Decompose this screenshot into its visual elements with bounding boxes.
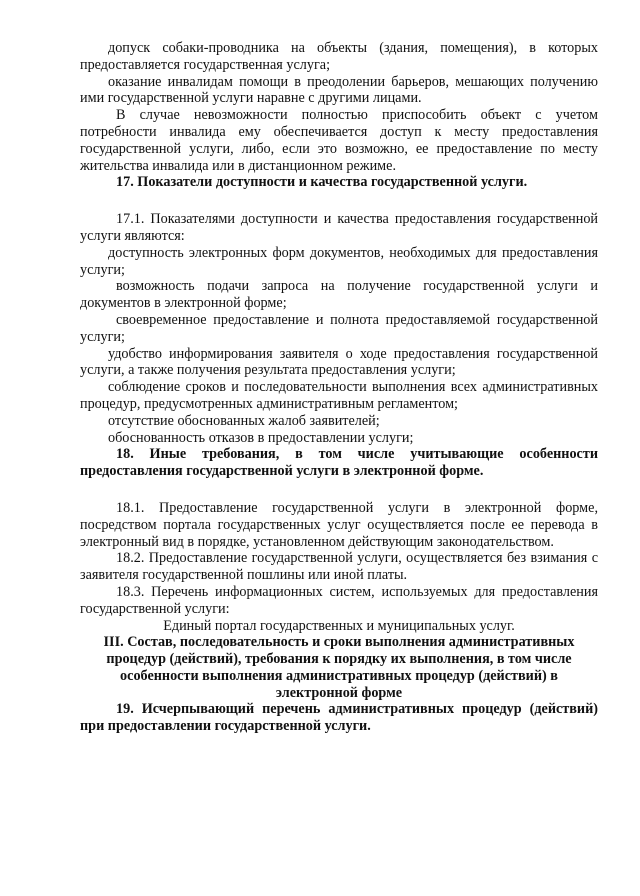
section-17-paragraph-6: соблюдение сроков и последовательности выполнения всех административных процедур, предусмотренных административным регламентом; [80,379,598,412]
section-19-heading: 19. Исчерпывающий перечень административных процедур (действий) при предоставлении государственной услуги. [80,701,598,735]
section-18-paragraph-3: 18.3. Перечень информационных систем, используемых для предоставления государственной услуги: [80,583,598,617]
section-17-paragraph-1: 17.1. Показателями доступности и качества предоставления государственной услуги являются: [80,211,598,244]
section-17-paragraph-2: доступность электронных форм документов, необходимых для предоставления услуги; [80,244,598,278]
section-18-heading: 18. Иные требования, в том числе учитывающие особенности предоставления государственной услуги в электронной форме. [80,446,598,480]
section-17-paragraph-7: отсутствие обоснованных жалоб заявителей; [108,412,380,429]
section-18-portal-name: Единый портал государственных и муниципальных услуг. [163,617,515,634]
section-17-heading: 17. Показатели доступности и качества государственной услуги. [116,174,528,191]
section-17-paragraph-5: удобство информирования заявителя о ходе предоставления государственной услуги, а также получения результата предоставления услуги; [80,345,598,379]
section-17-paragraph-8: обоснованность отказов в предоставлении услуги; [108,429,414,446]
intro-paragraph-3: В случае невозможности полностью приспособить объект с учетом потребности инвалида ему обеспечивается доступ к месту предоставления государственной услуги, либо, если это возможно, ее предоставление по месту жительства инвалида или в дистанционном режиме. [80,107,598,174]
section-18-paragraph-2: 18.2. Предоставление государственной услуги, осуществляется без взимания с заявителя государственной пошлины или иной платы. [80,550,598,584]
intro-paragraph-2: оказание инвалидам помощи в преодолении барьеров, мешающих получению ими государственной услуги наравне с другими лицами. [80,73,598,107]
section-18-paragraph-1: 18.1. Предоставление государственной услуги в электронной форме, посредством портала государственных услуг осуществляется после ее перевода в электронный вид в порядке, установленном действующим законодательством. [80,499,598,550]
section-3-heading: III. Состав, последовательность и сроки выполнения административных процедур (действий), требования к порядку их выполнения, в том числе особенности выполнения административных процедур (действий) в электронной форме [103,634,575,701]
intro-paragraph-1: допуск собаки-проводника на объекты (здания, помещения), в которых предоставляется государственная услуга; [80,40,598,73]
section-17-paragraph-3: возможность подачи запроса на получение государственной услуги и документов в электронной форме; [80,278,598,312]
section-17-paragraph-4: своевременное предоставление и полнота предоставляемой государственной услуги; [80,311,598,345]
document-page [80,40,598,735]
